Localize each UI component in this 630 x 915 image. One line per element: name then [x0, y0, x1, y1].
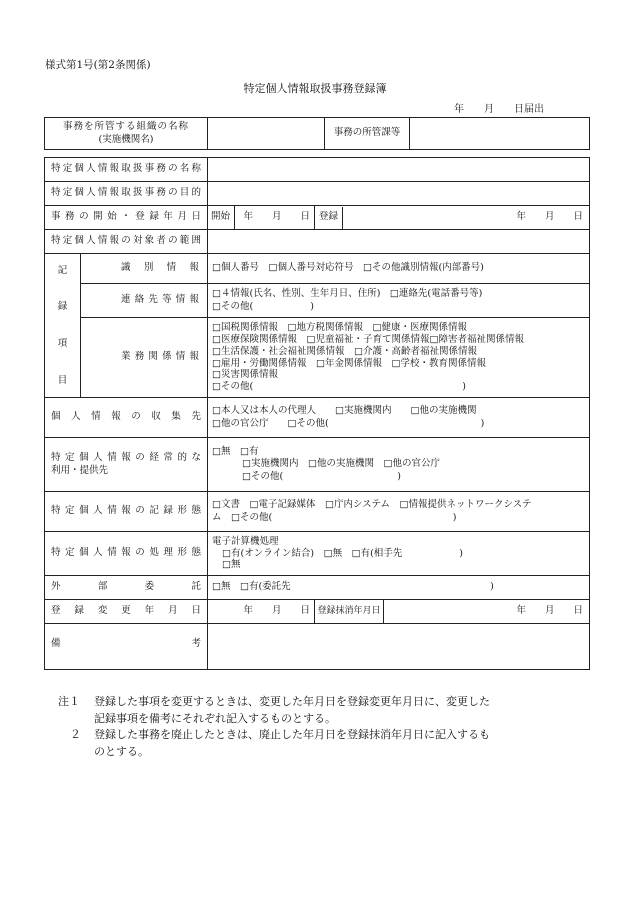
notes — [58, 694, 598, 760]
business-options-line5: □災害関係情報 — [212, 369, 278, 381]
record-char-4: 目 — [57, 374, 68, 386]
org-name-field[interactable] — [208, 118, 325, 150]
business-options-line1: □国税関係情報 □地方税関係情報 □健康・医療関係情報 — [212, 322, 467, 334]
note-2-number: ２ — [70, 728, 81, 741]
delete-date-label: 登録抹消年月日 — [315, 600, 384, 624]
record-char-1: 記 — [57, 264, 68, 276]
register-date-ymd: 年 月 日 — [516, 211, 584, 223]
note-1-line1: 登録した事項を変更するときは、変更した年月日を登録変更年月日に、変更した — [94, 695, 490, 708]
business-options-line2: □医療保険関係情報 □児童福祉・子育て関係情報□障害者福祉関係情報 — [212, 333, 524, 345]
business-options[interactable] — [208, 318, 590, 398]
outsource-label: 外部委託 — [45, 576, 208, 600]
start-date-field[interactable] — [235, 206, 315, 230]
affair-name-label: 特定個人情報取扱事務の名称 — [45, 158, 208, 182]
change-date-field[interactable] — [208, 600, 315, 624]
record-format-line2: ム □その他( ) — [212, 511, 457, 523]
business-label: 業務関係情報 — [81, 318, 208, 398]
record-char-2: 録 — [57, 301, 68, 313]
note-2-line2: のとする。 — [94, 744, 149, 758]
usage-label — [45, 438, 208, 492]
registration-table — [44, 157, 590, 670]
collection-options-line2: □他の官公庁 □その他( ) — [212, 417, 485, 429]
record-char-3: 項 — [57, 338, 68, 350]
affair-purpose-field[interactable] — [208, 182, 590, 206]
contact-options[interactable] — [208, 284, 590, 318]
remarks-label: 備考 — [45, 624, 208, 670]
delete-date-ymd: 年 月 日 — [516, 605, 584, 617]
collection-options[interactable] — [208, 398, 590, 438]
record-format-options[interactable] — [208, 492, 590, 532]
document-title: 特定個人情報取扱事務登録簿 — [243, 82, 387, 95]
org-name-label — [45, 118, 208, 150]
org-name-label-line1: 事務を所管する組織の名称 — [62, 121, 189, 133]
processing-line2: □有(オンライン結合) □無 □有(相手先 ) — [222, 547, 463, 559]
usage-label-line1: 特定個人情報の経常的な — [51, 451, 202, 463]
identifier-options[interactable]: □個人番号 □個人番号対応符号 □その他識別情報(内部番号) — [208, 254, 590, 284]
change-date-ymd: 年 月 日 — [243, 605, 311, 617]
note-2-text — [94, 727, 490, 760]
note-1-line2: 記録事項を備考にそれぞれ記入するものとする。 — [94, 711, 336, 725]
business-options-line3: □生活保護・社会福祉関係情報 □介護・高齢者福祉関係情報 — [212, 345, 477, 357]
start-date-ymd: 年 月 日 — [243, 211, 311, 223]
register-date-cell[interactable] — [315, 206, 590, 230]
usage-options-line2: □実施機関内 □他の実施機関 □他の官公庁 — [242, 458, 440, 470]
processing-line3: □無 — [222, 559, 241, 571]
outsource-options[interactable]: □無 □有(委託先 ) — [208, 576, 590, 600]
contact-label: 連絡先等情報 — [81, 284, 208, 318]
business-options-line6: □その他( ) — [212, 381, 466, 393]
affair-name-field[interactable] — [208, 158, 590, 182]
organization-table — [44, 117, 590, 150]
usage-options[interactable] — [208, 438, 590, 492]
note-2 — [58, 727, 598, 760]
note-2-line1: 登録した事務を廃止したときは、廃止した年月日を登録抹消年月日に記入するも — [94, 728, 490, 741]
processing-line1: 電子計算機処理 — [212, 535, 279, 547]
contact-options-line2: □その他( ) — [212, 300, 314, 312]
start-label: 開始 — [208, 206, 235, 230]
usage-options-line1: □無 □有 — [212, 445, 259, 457]
register-label: 登録 — [315, 207, 343, 229]
form-number: 様式第1号(第2条関係) — [45, 59, 151, 71]
contact-options-line1: □４情報(氏名、性別、生年月日、住所) □連絡先(電話番号等) — [212, 288, 483, 300]
record-format-label: 特定個人情報の記録形態 — [45, 492, 208, 532]
processing-label: 特定個人情報の処理形態 — [45, 532, 208, 576]
note-1 — [58, 694, 598, 727]
affair-purpose-label: 特定個人情報取扱事務の目的 — [45, 182, 208, 206]
processing-options[interactable] — [208, 532, 590, 576]
usage-options-line3: □その他( ) — [242, 470, 401, 482]
change-date-label: 登録変更年月日 — [45, 600, 208, 624]
section-label: 事務の所管課等 — [325, 118, 410, 150]
record-items-label — [45, 254, 81, 398]
record-format-line1: □文書 □電子記録媒体 □庁内システム □情報提供ネットワークシステ — [212, 499, 532, 511]
identifier-label: 識別情報 — [81, 254, 208, 284]
delete-date-field[interactable] — [384, 600, 590, 624]
note-1-number: 注１ — [58, 695, 80, 708]
collection-options-line1: □本人又は本人の代理人 □実施機関内 □他の実施機関 — [212, 405, 477, 417]
note-1-text — [94, 694, 490, 727]
submission-date: 年 月 日届出 — [454, 104, 544, 115]
start-date-label: 事務の開始・登録年月日 — [45, 206, 208, 230]
remarks-field[interactable] — [208, 624, 590, 670]
collection-label: 個人情報の収集先 — [45, 398, 208, 438]
business-options-line4: □雇用・労働関係情報 □年金関係情報 □学校・教育関係情報 — [212, 357, 486, 369]
target-scope-field[interactable] — [208, 230, 590, 254]
section-field[interactable] — [410, 118, 590, 150]
target-scope-label: 特定個人情報の対象者の範囲 — [45, 230, 208, 254]
usage-label-line2: 利用・提供先 — [51, 464, 109, 476]
org-name-label-line2: (実施機関名) — [98, 133, 154, 145]
